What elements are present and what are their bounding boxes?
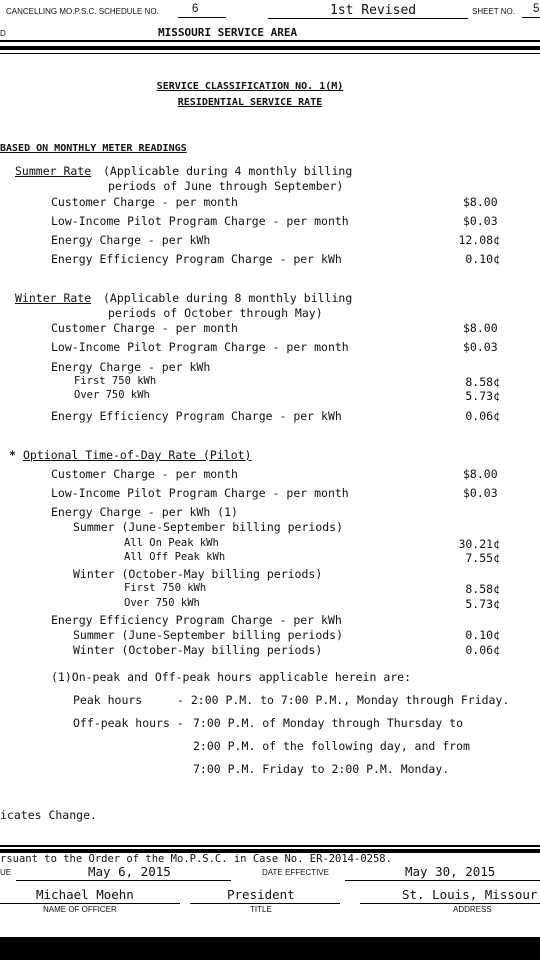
winter-lowincome-value: $0.03	[463, 340, 498, 354]
officer-title: President	[227, 887, 295, 902]
left-fragment: D	[0, 29, 6, 38]
header-rule	[0, 40, 540, 42]
peak-hours-text: - 2:00 P.M. to 7:00 P.M., Monday through Friday.	[177, 693, 510, 707]
address-underline	[360, 903, 540, 904]
peak-hours-label: Peak hours	[73, 693, 143, 707]
cancelling-label: CANCELLING MO.P.S.C. SCHEDULE NO.	[6, 7, 159, 16]
summer-lowincome-value: $0.03	[463, 214, 498, 228]
tod-winter-over-label: Over 750 kWh	[124, 597, 200, 609]
tod-summer-label: Summer (June-September billing periods)	[73, 520, 344, 534]
winter-efficiency-value: 0.06¢	[465, 409, 500, 423]
winter-first-value: 8.58¢	[465, 375, 500, 389]
offpeak-hours-text-3: 7:00 P.M. Friday to 2:00 P.M. Monday.	[193, 762, 450, 776]
offpeak-hours-text-2: 2:00 P.M. of the following day, and from	[193, 739, 470, 753]
tod-lowincome-label: Low-Income Pilot Program Charge - per month	[51, 486, 349, 500]
issue-label: UE	[0, 868, 12, 877]
change-star: *	[9, 448, 16, 462]
tod-eff-winter-value: 0.06¢	[465, 643, 500, 657]
summer-energy-label: Energy Charge - per kWh	[51, 233, 211, 247]
bottom-black-bar	[0, 937, 540, 960]
summer-efficiency-label: Energy Efficiency Program Charge - per kWh	[51, 252, 342, 266]
summer-energy-value: 12.08¢	[458, 233, 500, 247]
summer-desc-1: (Applicable during 4 monthly billing	[103, 164, 353, 178]
classification-subtitle: RESIDENTIAL SERVICE RATE	[177, 97, 323, 108]
tod-winter-first-label: First 750 kWh	[124, 582, 207, 594]
schedule-underline	[178, 17, 226, 18]
sheet-number: 5	[533, 3, 540, 15]
tod-eff-winter-label: Winter (October-May billing periods)	[73, 643, 323, 657]
issue-underline	[16, 880, 231, 881]
revision-label: 1st Revised	[330, 3, 417, 18]
tod-offpeak-value: 7.55¢	[465, 551, 500, 565]
classification-title: SERVICE CLASSIFICATION NO. 1(M)	[156, 81, 344, 92]
tod-onpeak-value: 30.21¢	[458, 537, 500, 551]
sheet-underline	[522, 17, 540, 18]
service-area: MISSOURI SERVICE AREA	[158, 26, 298, 39]
tod-winter-label: Winter (October-May billing periods)	[73, 567, 323, 581]
tod-rate-label: Optional Time-of-Day Rate (Pilot)	[23, 448, 252, 462]
tod-customer-label: Customer Charge - per month	[51, 467, 238, 481]
order-text: rsuant to the Order of the Mo.P.S.C. in Case No. ER-2014-0258.	[0, 853, 392, 865]
tod-eff-summer-value: 0.10¢	[465, 628, 500, 642]
winter-customer-label: Customer Charge - per month	[51, 321, 238, 335]
tod-winter-first-value: 8.58¢	[465, 582, 500, 596]
officer-label: NAME OF OFFICER	[43, 905, 117, 914]
tod-energy-label: Energy Charge - per kWh (1)	[51, 505, 238, 519]
summer-rate-label: Summer Rate	[15, 164, 92, 178]
header-rule-thin	[0, 53, 540, 54]
schedule-number: 6	[192, 3, 199, 15]
footer-rule	[0, 845, 540, 847]
summer-lowincome-label: Low-Income Pilot Program Charge - per month	[51, 214, 349, 228]
sheet-label: SHEET NO.	[472, 7, 515, 16]
effective-label: DATE EFFECTIVE	[262, 868, 329, 877]
address: St. Louis, Missour	[402, 887, 538, 902]
section-heading: BASED ON MONTHLY METER READINGS	[0, 143, 187, 154]
winter-efficiency-label: Energy Efficiency Program Charge - per kWh	[51, 409, 342, 423]
winter-desc-2: periods of October through May)	[108, 306, 323, 320]
revision-underline	[268, 18, 468, 19]
officer-underline	[0, 903, 180, 904]
winter-lowincome-label: Low-Income Pilot Program Charge - per month	[51, 340, 349, 354]
tod-offpeak-label: All Off Peak kWh	[124, 551, 226, 563]
winter-over-label: Over 750 kWh	[74, 389, 150, 401]
tod-customer-value: $8.00	[463, 467, 498, 481]
effective-date: May 30, 2015	[405, 864, 496, 879]
summer-customer-label: Customer Charge - per month	[51, 195, 238, 209]
tod-lowincome-value: $0.03	[463, 486, 498, 500]
offpeak-hours-text-1: 7:00 P.M. of Monday through Thursday to	[193, 716, 464, 730]
tod-efficiency-label: Energy Efficiency Program Charge - per kWh	[51, 613, 342, 627]
change-indicator-note: icates Change.	[0, 808, 97, 822]
officer-name: Michael Moehn	[36, 887, 134, 902]
summer-customer-value: $8.00	[463, 195, 498, 209]
header-rule-thick	[0, 46, 540, 50]
tod-winter-over-value: 5.73¢	[465, 597, 500, 611]
address-label: ADDRESS	[453, 905, 492, 914]
tod-eff-summer-label: Summer (June-September billing periods)	[73, 628, 344, 642]
peak-hours-intro: (1)On-peak and Off-peak hours applicable herein are:	[51, 670, 412, 684]
winter-customer-value: $8.00	[463, 321, 498, 335]
summer-desc-2: periods of June through September)	[108, 179, 344, 193]
effective-underline	[345, 880, 540, 881]
winter-first-label: First 750 kWh	[74, 375, 157, 387]
issue-date: May 6, 2015	[88, 864, 171, 879]
winter-rate-label: Winter Rate	[15, 291, 92, 305]
winter-over-value: 5.73¢	[465, 389, 500, 403]
summer-efficiency-value: 0.10¢	[465, 252, 500, 266]
offpeak-hours-label: Off-peak hours -	[73, 716, 184, 730]
winter-desc-1: (Applicable during 8 monthly billing	[103, 291, 353, 305]
tod-onpeak-label: All On Peak kWh	[124, 537, 219, 549]
winter-energy-label: Energy Charge - per kWh	[51, 360, 211, 374]
title-label: TITLE	[250, 905, 272, 914]
title-underline	[190, 903, 340, 904]
